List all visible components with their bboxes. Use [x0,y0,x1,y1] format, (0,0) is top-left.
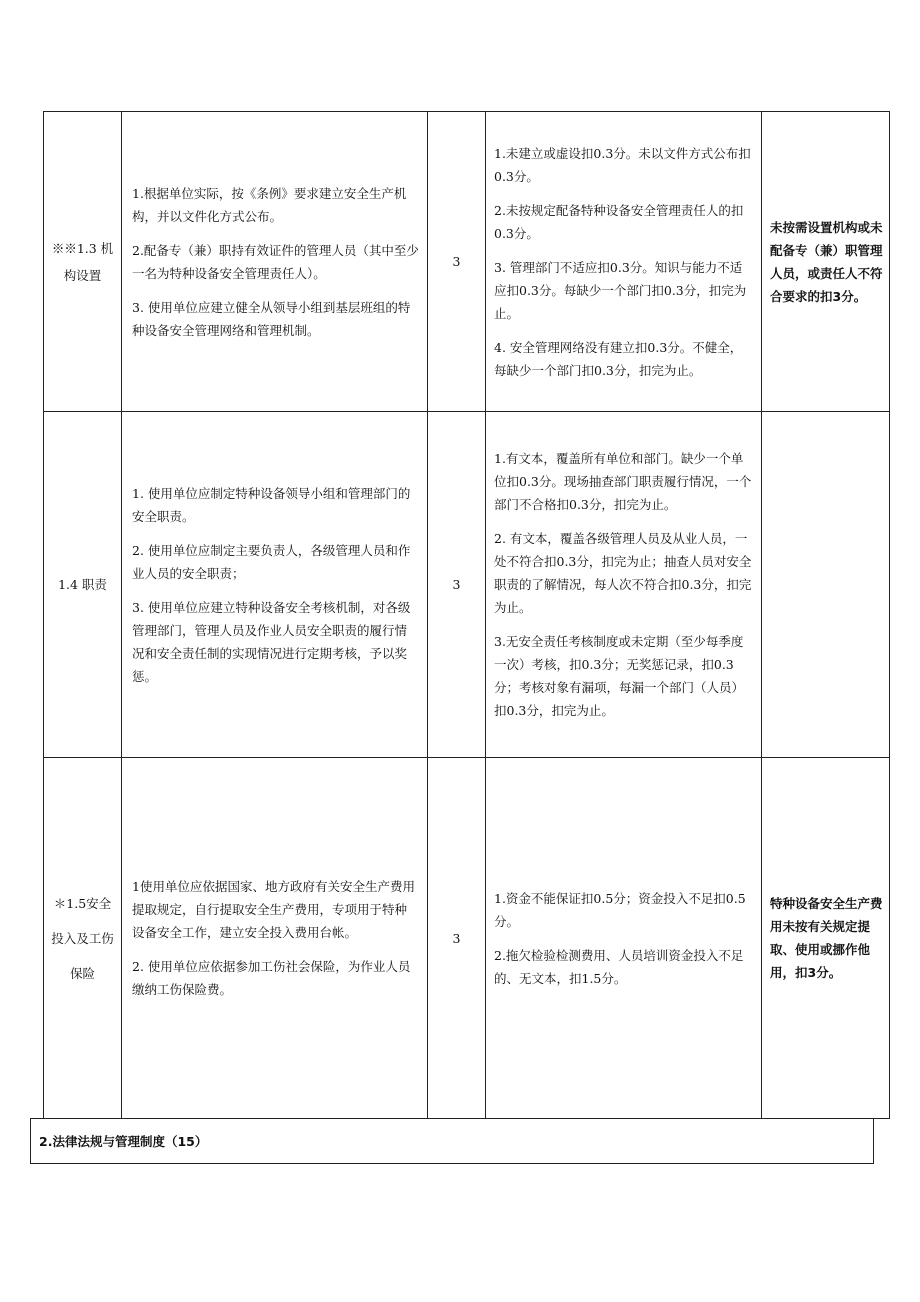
item-name: 1.4 职责 [58,577,107,592]
requirements-cell [122,112,428,412]
item-name: ＊1.5安全投入及工伤保险 [51,895,114,981]
criteria-text: 3. 管理部门不适应扣0.3分。知识与能力不适应扣0.3分。每缺少一个部门扣0.3分，扣完为止。 [494,259,747,321]
table-row [44,758,890,1119]
section-title: 2.法律法规与管理制度（15） [39,1134,208,1149]
item-cell [44,412,122,758]
requirement-text: 2.配备专（兼）职持有效证件的管理人员（其中至少一名为特种设备安全管理责任人）。 [132,242,419,281]
veto-cell [762,412,890,758]
section-heading [30,1118,874,1164]
requirement-text: 1使用单位应依据国家、地方政府有关安全生产费用提取规定，自行提取安全生产费用，专项用于特种设备安全工作，建立安全投入费用台帐。 [132,879,415,940]
requirement-text: 1. 使用单位应制定特种设备领导小组和管理部门的安全职责。 [132,485,411,524]
criteria-text: 4. 安全管理网络没有建立扣0.3分。不健全，每缺少一个部门扣0.3分，扣完为止。 [494,339,743,378]
criteria-cell [486,412,762,758]
veto-text: 特种设备安全生产费用未按有关规定提取、使用或挪作他用，扣3分。 [770,896,883,980]
requirement-text: 3. 使用单位应建立特种设备安全考核机制，对各级管理部门，管理人员及作业人员安全职责的履行情况和安全责任制的实现情况进行定期考核，予以奖惩。 [132,599,411,684]
criteria-text: 1.资金不能保证扣0.5分；资金投入不足扣0.5分。 [494,890,746,929]
score-value: 3 [452,254,461,269]
item-cell [44,758,122,1119]
veto-text: 未按需设置机构或未配备专（兼）职管理人员，或责任人不符合要求的扣3分。 [770,219,883,304]
score-cell [428,758,486,1119]
veto-cell [762,112,890,412]
assessment-table [43,111,890,1119]
criteria-text: 1.有文本，覆盖所有单位和部门。缺少一个单位扣0.3分。现场抽查部门职责履行情况，一个部门不合格扣0.3分，扣完为止。 [494,451,752,512]
requirement-text: 1.根据单位实际，按《条例》要求建立安全生产机构，并以文件化方式公布。 [132,185,407,224]
requirement-text: 2. 使用单位应依据参加工伤社会保险，为作业人员缴纳工伤保险费。 [132,959,411,997]
item-name: ※※1.3 机构设置 [51,240,114,283]
score-value: 3 [452,577,461,592]
criteria-text: 2.拖欠检验检测费用、人员培训资金投入不足的、无文本，扣1.5分。 [494,947,744,986]
table-row [44,412,890,758]
score-value: 3 [452,930,461,946]
requirements-cell [122,412,428,758]
requirement-text: 3. 使用单位应建立健全从领导小组到基层班组的特种设备安全管理网络和管理机制。 [132,299,411,338]
criteria-text: 1.未建立或虚设扣0.3分。未以文件方式公布扣0.3分。 [494,145,751,184]
criteria-text: 2.未按规定配备特种设备安全管理责任人的扣0.3分。 [494,202,744,241]
criteria-text: 3.无安全责任考核制度或未定期（至少每季度一次）考核，扣0.3分；无奖惩记录，扣0.3分；考核对象有漏项，每漏一个部门（人员）扣0.3分，扣完为止。 [494,634,745,718]
table-row [44,112,890,412]
criteria-text: 2. 有文本，覆盖各级管理人员及从业人员，一处不符合扣0.3分，扣完为止；抽查人员对安全职责的了解情况，每人次不符合扣0.3分，扣完为止。 [494,531,752,615]
criteria-cell [486,112,762,412]
score-cell [428,412,486,758]
score-cell [428,112,486,412]
requirement-text: 2. 使用单位应制定主要负责人，各级管理人员和作业人员的安全职责； [132,542,411,581]
requirements-cell [122,758,428,1119]
item-cell [44,112,122,412]
criteria-cell [486,758,762,1119]
veto-cell [762,758,890,1119]
